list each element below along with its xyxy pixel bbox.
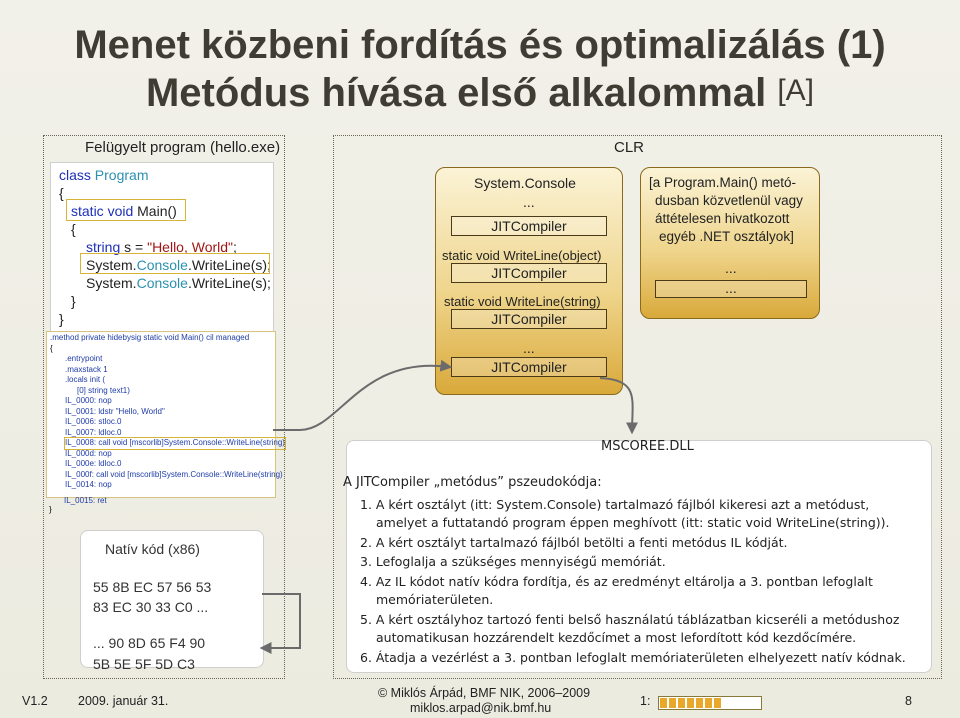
clr-label: CLR bbox=[614, 139, 645, 156]
code-string-literal: "Hello, World" bbox=[147, 239, 234, 255]
native-line-1: 55 8B EC 57 56 53 bbox=[93, 579, 212, 595]
pseudo-line-6: 6. Átadja a vezérlést a 3. pontban lefoglalt memóriaterületen elhelyezett natív kódnak. bbox=[360, 650, 906, 665]
footer-page-number: 8 bbox=[905, 694, 912, 708]
program-text-4: egyéb .NET osztályok] bbox=[659, 229, 794, 244]
arrow-il-to-jit bbox=[273, 366, 450, 430]
code-main: Main() bbox=[137, 203, 177, 219]
il-line-entrypoint: .entrypoint bbox=[65, 354, 103, 363]
slide-progress-fill bbox=[660, 698, 722, 708]
code-line-brace-open2: { bbox=[71, 221, 76, 237]
program-text-2: dusban közvetlenül vagy bbox=[655, 193, 803, 208]
footer-version: V1.2 bbox=[22, 694, 48, 708]
code-kw-class: class bbox=[59, 167, 91, 183]
pseudo-line-3: 3. Lefoglalja a szükséges mennyiségű memóriát. bbox=[360, 554, 666, 569]
pseudo-line-1b: amelyet a futtatandó program éppen meghívott (itt: static void WriteLine(string)). bbox=[376, 515, 890, 530]
code-line-brace-close: } bbox=[71, 293, 76, 309]
il-line-0000: IL_0000: nop bbox=[65, 396, 112, 405]
console-dots-top: ... bbox=[523, 194, 535, 210]
il-line-0008: IL_0008: call void [mscorlib]System.Console::WriteLine(string) bbox=[64, 437, 286, 450]
il-line-0001: IL_0001: ldstr "Hello, World" bbox=[65, 407, 165, 416]
code-writeline1: .WriteLine(s); bbox=[187, 257, 271, 273]
mscoree-box bbox=[343, 439, 932, 673]
program-dots: ... bbox=[725, 260, 737, 276]
il-line-000e: IL_000e: ldloc.0 bbox=[65, 459, 122, 468]
native-line-3: ... 90 8D 65 F4 90 bbox=[93, 635, 206, 651]
jit-slot-2: JITCompiler bbox=[451, 263, 607, 283]
slide-progress-bar bbox=[658, 696, 762, 710]
pseudo-line-4b: memóriaterületen. bbox=[376, 592, 494, 607]
code-line-brace-open: { bbox=[59, 185, 64, 201]
pseudo-title: A JITCompiler „metódus” pszeudokódja: bbox=[343, 475, 602, 490]
code-system2: System. bbox=[86, 275, 137, 291]
program-text-1: [a Program.Main() metó- bbox=[649, 175, 797, 190]
il-line-locals: .locals init ( bbox=[65, 375, 106, 384]
pseudo-line-5b: automatikusan hozzárendelt kezdőcímet a most lefordított kód kezdőcímére. bbox=[376, 630, 857, 645]
code-type-program: Program bbox=[94, 167, 149, 183]
slide-title-ref: [A] bbox=[777, 74, 815, 107]
native-line-4: 5B 5E 5F 5D C3 bbox=[93, 656, 195, 672]
footer-copyright: © Miklós Árpád, BMF NIK, 2006–2009 bbox=[378, 686, 591, 700]
method-writeline-object: static void WriteLine(object) bbox=[442, 248, 602, 263]
code-semicolon: ; bbox=[233, 239, 237, 255]
pseudo-line-2: 2. A kért osztályt tartalmazó fájlból betölti a fenti metódus IL kódját. bbox=[360, 535, 788, 550]
arrow-jit-to-mscoree bbox=[600, 378, 633, 432]
managed-program-label: Felügyelt program (hello.exe) bbox=[85, 139, 281, 156]
pseudo-line-5: 5. A kért osztályhoz tartozó fenti belső használatú táblázatban kicseréli a metódushoz bbox=[360, 612, 900, 627]
method-writeline-string: static void WriteLine(string) bbox=[444, 294, 601, 309]
program-text-3: áttételesen hivatkozott bbox=[655, 211, 790, 226]
native-line-2: 83 EC 30 33 C0 ... bbox=[93, 599, 209, 615]
footer-progress-label: 1: bbox=[640, 694, 651, 708]
code-system1: System. bbox=[86, 257, 137, 273]
il-line-000f: IL_000f: call void [mscorlib]System.Console::WriteLine(string) bbox=[65, 470, 283, 479]
il-line-0007: IL_0007: ldloc.0 bbox=[65, 428, 122, 437]
il-line-maxstack: .maxstack 1 bbox=[65, 365, 108, 374]
slide-title-line2-text: Metódus hívása első alkalommal bbox=[145, 71, 767, 115]
il-line-brace-close-visible: } bbox=[49, 505, 52, 514]
il-line-0014: IL_0014: nop bbox=[65, 480, 112, 489]
il-line-0006: IL_0006: stloc.0 bbox=[65, 417, 122, 426]
program-slot: ... bbox=[655, 280, 807, 298]
jit-slot-1: JITCompiler bbox=[451, 216, 607, 236]
il-line-local0: [0] string text1) bbox=[77, 386, 130, 395]
footer-date: 2009. január 31. bbox=[78, 694, 169, 708]
code-writeline2: .WriteLine(s); bbox=[187, 275, 271, 291]
code-console2: Console bbox=[136, 275, 188, 291]
footer-email: miklos.arpad@nik.bmf.hu bbox=[410, 701, 552, 715]
jit-slot-3: JITCompiler bbox=[451, 309, 607, 329]
slide-title-line1: Menet közbeni fordítás és optimalizálás (1) bbox=[74, 23, 886, 67]
il-line-method: .method private hidebysig static void Main() cil managed bbox=[50, 333, 250, 342]
code-var-s: s = bbox=[124, 239, 148, 255]
pseudo-line-1: 1. A kért osztályt (itt: System.Console) tartalmazó fájlból kikeresi azt a metódust, bbox=[360, 497, 870, 512]
code-kw-string: string bbox=[86, 239, 121, 255]
il-line-000d: IL_000d: nop bbox=[65, 449, 112, 458]
arrow-native-link bbox=[262, 594, 300, 648]
code-console1: Console bbox=[136, 257, 188, 273]
il-line-0015-visible: IL_0015: ret bbox=[64, 496, 107, 505]
pseudo-line-4: 4. Az IL kódot natív kódra fordítja, és az eredményt eltárolja a 3. pontban lefoglalt bbox=[360, 574, 873, 589]
console-dots-bottom: ... bbox=[523, 340, 535, 356]
console-title: System.Console bbox=[474, 175, 576, 191]
native-title: Natív kód (x86) bbox=[105, 541, 200, 557]
jit-slot-4: JITCompiler bbox=[451, 357, 607, 377]
code-kw-static-void: static void bbox=[71, 203, 134, 219]
mscoree-title: MSCOREE.DLL bbox=[601, 439, 694, 454]
il-line-brace-open: { bbox=[50, 344, 53, 353]
code-line-brace-close2: } bbox=[59, 311, 64, 327]
